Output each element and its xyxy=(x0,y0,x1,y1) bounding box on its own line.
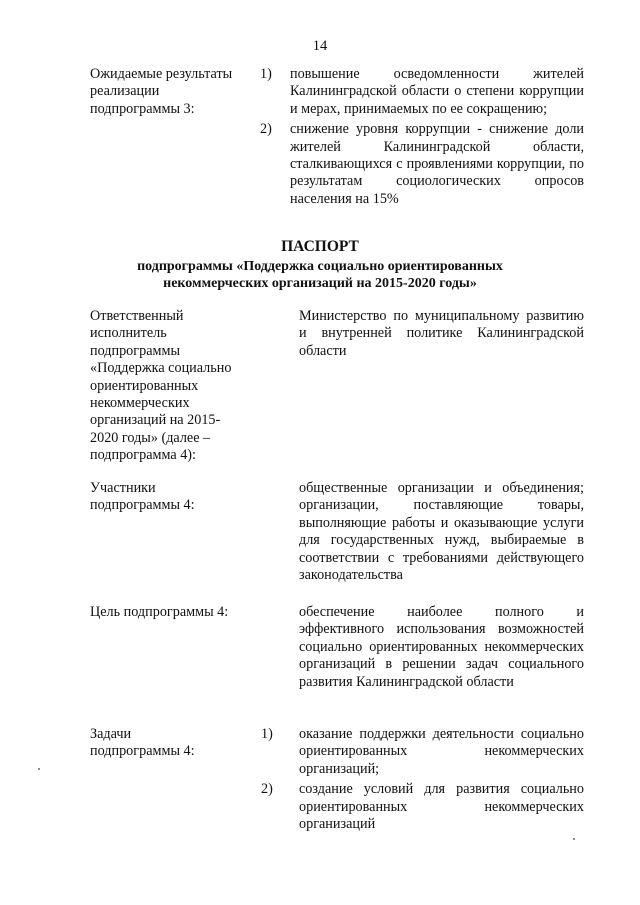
passport-subtitle xyxy=(0,258,640,292)
item-number: 1) xyxy=(260,66,272,82)
scan-speck xyxy=(38,768,40,770)
list-item xyxy=(261,781,584,833)
item-text: создание условий для развития социально ориентированных некоммерческих организаций xyxy=(299,781,584,833)
list-item xyxy=(261,726,584,778)
label-line: подпрограммы xyxy=(90,342,180,359)
goal-label xyxy=(90,604,250,621)
responsible-label xyxy=(90,308,250,465)
label-line: 2020 годы» (далее – xyxy=(90,429,211,446)
item-text: снижение уровня коррупции - снижение доли жителей Калининградской области, сталкивающихся с проявлениями коррупции, по результатам социологических опросов населения на 15% xyxy=(290,121,584,207)
expected-results-list xyxy=(260,66,584,211)
list-item xyxy=(260,121,584,208)
label-line: подпрограмма 4): xyxy=(90,447,196,464)
label-line: Ответственный xyxy=(90,308,184,324)
label-line: организаций на 2015- xyxy=(90,412,221,429)
subtitle-line: некоммерческих организаций на 2015-2020 годы» xyxy=(163,276,477,291)
item-number: 1) xyxy=(261,726,273,742)
passport-title: ПАСПОРТ xyxy=(281,238,359,255)
label-line: реализации xyxy=(90,83,160,100)
label-line: ориентированных xyxy=(90,377,199,394)
label-line: Цель подпрограммы 4: xyxy=(90,604,229,620)
label-line: подпрограммы 4: xyxy=(90,497,195,514)
participants-text: общественные организации и объединения; организации, поставляющие товары, выполняющие работы и оказывающие услуги для государственных нужд, выбираемые в соответствии с требованиями действующего законодательства xyxy=(299,480,584,584)
tasks-label xyxy=(90,726,250,761)
label-line: некоммерческих xyxy=(90,395,190,412)
label-line: «Поддержка социально xyxy=(90,360,232,377)
label-line: подпрограммы 4: xyxy=(90,743,195,760)
label-line: Ожидаемые результаты xyxy=(90,66,233,82)
label-line: исполнитель xyxy=(90,325,167,342)
item-text: оказание поддержки деятельности социально ориентированных некоммерческих организаций; xyxy=(299,726,584,777)
label-line: Участники xyxy=(90,480,156,496)
item-number: 2) xyxy=(261,781,273,798)
page-number: 14 xyxy=(312,38,328,54)
label-line: Задачи xyxy=(90,726,132,742)
scan-speck xyxy=(573,838,575,840)
participants-label xyxy=(90,480,250,515)
subtitle-line: подпрограммы «Поддержка социально ориентированных xyxy=(137,259,503,274)
responsible-text: Министерство по муниципальному развитию и внутренней политике Калининградской области xyxy=(299,308,584,359)
tasks-list xyxy=(261,726,584,836)
goal-text: обеспечение наиболее полного и эффективного использования возможностей социально ориентированных некоммерческих организаций в решении задач социального развития Калининградской области xyxy=(299,604,584,690)
list-item xyxy=(260,66,584,118)
item-number: 2) xyxy=(260,121,272,138)
expected-results-label xyxy=(90,66,250,118)
item-text: повышение осведомленности жителей Калининградской области о степени коррупции и мерах, принимаемых по ее сокращению; xyxy=(290,66,584,117)
label-line: подпрограммы 3: xyxy=(90,100,195,117)
